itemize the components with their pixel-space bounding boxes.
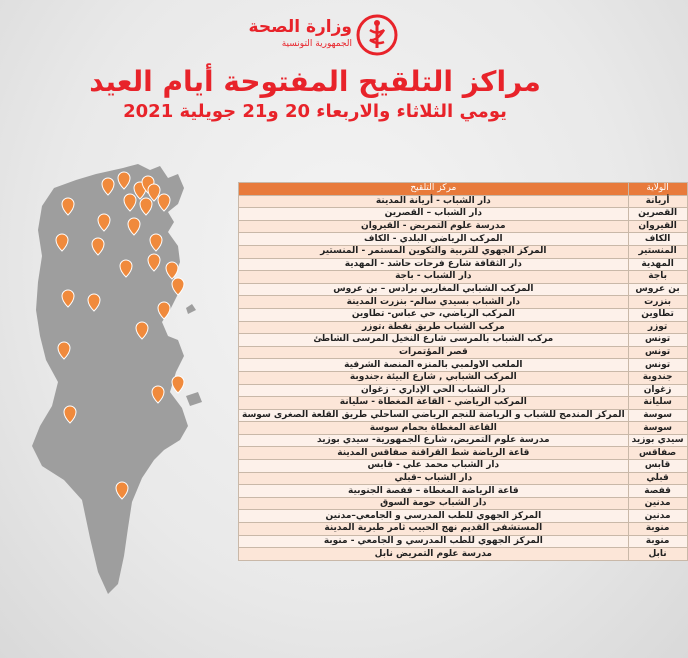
logo-text xyxy=(232,16,352,50)
center-cell: مركب الشباب بالمرسى شارع النخيل المرسى الشاطئ xyxy=(239,334,629,347)
table-row xyxy=(239,422,688,435)
center-cell: قصر المؤتمرات xyxy=(239,346,629,359)
table-row xyxy=(239,258,688,271)
table-row xyxy=(239,283,688,296)
table-row xyxy=(239,472,688,485)
governorate-cell: القيروان xyxy=(628,220,687,233)
header-center: مركز التلقيح xyxy=(239,183,629,196)
center-cell: المركز الجهوي للتربية والتكوين المستمر - المنستير xyxy=(239,245,629,258)
governorate-cell: بن عروس xyxy=(628,283,687,296)
center-cell: دار الشباب محمد علي - قابس xyxy=(239,460,629,473)
logo-name: وزارة الصحة xyxy=(248,17,352,37)
governorate-cell: قبلي xyxy=(628,472,687,485)
center-cell: المركز الجهوي للطب المدرسي و الجامعي - منوبة xyxy=(239,535,629,548)
governorate-cell: القصرين xyxy=(628,208,687,221)
governorate-cell: منوبة xyxy=(628,523,687,536)
governorate-cell: أريانة xyxy=(628,195,687,208)
kerkennah-island xyxy=(186,304,196,314)
governorate-cell: تونس xyxy=(628,346,687,359)
table-row xyxy=(239,271,688,284)
table-row xyxy=(239,321,688,334)
governorate-cell: تطاوين xyxy=(628,308,687,321)
governorate-cell: منوبة xyxy=(628,535,687,548)
logo-subtitle: الجمهورية التونسية xyxy=(281,39,352,49)
governorate-cell: مدنين xyxy=(628,510,687,523)
table-row xyxy=(239,334,688,347)
ministry-logo xyxy=(232,12,402,60)
table-row xyxy=(239,460,688,473)
page-subtitle: يومي الثلاثاء والاربعاء 20 و21 جويلية 2021 xyxy=(123,101,507,122)
table-row xyxy=(239,296,688,309)
center-cell: دار الشباب - أريانة المدينة xyxy=(239,195,629,208)
center-cell: المركب الشبابي , شارع البيئة ،جندوبة xyxy=(239,371,629,384)
table-row xyxy=(239,371,688,384)
table-row xyxy=(239,409,688,422)
center-cell: دار الشباب الحي الإداري - زغوان xyxy=(239,384,629,397)
table-row xyxy=(239,523,688,536)
governorate-cell: صفاقس xyxy=(628,447,687,460)
governorate-cell: بنزرت xyxy=(628,296,687,309)
governorate-cell: مدنين xyxy=(628,497,687,510)
governorate-cell: تونس xyxy=(628,359,687,372)
table-row xyxy=(239,384,688,397)
page-title: مراكز التلقيح المفتوحة أيام العيد xyxy=(89,65,541,98)
center-cell: المركب الشبابي المغاربي برادس – بن عروس xyxy=(239,283,629,296)
table-row xyxy=(239,308,688,321)
center-cell: المستشفى القديم نهج الحبيب ثامر طبربة المدينة xyxy=(239,523,629,536)
header-governorate: الولاية xyxy=(628,183,687,196)
tunisia-map xyxy=(28,160,238,600)
governorate-cell: المهدية xyxy=(628,258,687,271)
center-cell: مدرسة علوم التمريض نابل xyxy=(239,548,629,561)
table-row xyxy=(239,447,688,460)
center-cell: دار الشباب – القصرين xyxy=(239,208,629,221)
governorate-cell: تونس xyxy=(628,334,687,347)
center-cell: المركب الرياضي - القاعة المغطاة - سليانة xyxy=(239,397,629,410)
table-row xyxy=(239,434,688,447)
center-cell: المركب الرياضي، حي عباس- تطاوين xyxy=(239,308,629,321)
table-row xyxy=(239,233,688,246)
governorate-cell: الكاف xyxy=(628,233,687,246)
vaccination-centers-table xyxy=(238,182,688,561)
governorate-cell: قفصة xyxy=(628,485,687,498)
table-row xyxy=(239,245,688,258)
governorate-cell: قابس xyxy=(628,460,687,473)
governorate-cell: سوسة xyxy=(628,409,687,422)
governorate-cell: باجة xyxy=(628,271,687,284)
table-body xyxy=(239,195,688,560)
table-row xyxy=(239,359,688,372)
center-cell: قاعة الرياضة المغطاة – قفصة الجنوبية xyxy=(239,485,629,498)
center-cell: مركب الشباب طريق نفطة ،توزر xyxy=(239,321,629,334)
center-cell: المركز المندمج للشباب و الرياضة للنجم الرياضي الساحلي طريق القلعة الصغرى سوسة xyxy=(239,409,629,422)
governorate-cell: سليانة xyxy=(628,397,687,410)
center-cell: مدرسة علوم التمريض، شارع الجمهورية- سيدي بوزيد xyxy=(239,434,629,447)
governorate-cell: جندوبة xyxy=(628,371,687,384)
table-row xyxy=(239,548,688,561)
table-row xyxy=(239,195,688,208)
pin-marker-icon xyxy=(172,376,184,393)
governorate-cell: توزر xyxy=(628,321,687,334)
table-row xyxy=(239,510,688,523)
center-cell: المركز الجهوي للطب المدرسي و الجامعي–مدنين xyxy=(239,510,629,523)
governorate-cell: سوسة xyxy=(628,422,687,435)
governorate-cell: نابل xyxy=(628,548,687,561)
djerba-island xyxy=(186,392,202,406)
center-cell: دار الشباب –قبلي xyxy=(239,472,629,485)
center-cell: المركب الرياضي البلدي - الكاف xyxy=(239,233,629,246)
center-cell: الملعب الاولمبي بالمنزه المنصة الشرفية xyxy=(239,359,629,372)
table-header-row xyxy=(239,183,688,196)
center-cell: دار الشباب حومة السوق xyxy=(239,497,629,510)
table-row xyxy=(239,208,688,221)
governorate-cell: المنستير xyxy=(628,245,687,258)
governorate-cell: زغوان xyxy=(628,384,687,397)
center-cell: دار الشباب بسيدي سالم- بنزرت المدينة xyxy=(239,296,629,309)
center-cell: دار الشباب - باجة xyxy=(239,271,629,284)
table-row xyxy=(239,346,688,359)
table-row xyxy=(239,535,688,548)
table-row xyxy=(239,220,688,233)
center-cell: قاعة الرياضة شط القراقنة صفاقس المدينة xyxy=(239,447,629,460)
center-cell: دار الثقافة شارع فرحات حاشد - المهدية xyxy=(239,258,629,271)
table-row xyxy=(239,397,688,410)
ministry-emblem-icon xyxy=(356,14,398,56)
table-row xyxy=(239,485,688,498)
center-cell: القاعة المغطاة بحمام سوسة xyxy=(239,422,629,435)
table-row xyxy=(239,497,688,510)
governorate-cell: سيدي بوزيد xyxy=(628,434,687,447)
center-cell: مدرسة علوم التمريض - القيروان xyxy=(239,220,629,233)
map-shape xyxy=(32,164,188,594)
